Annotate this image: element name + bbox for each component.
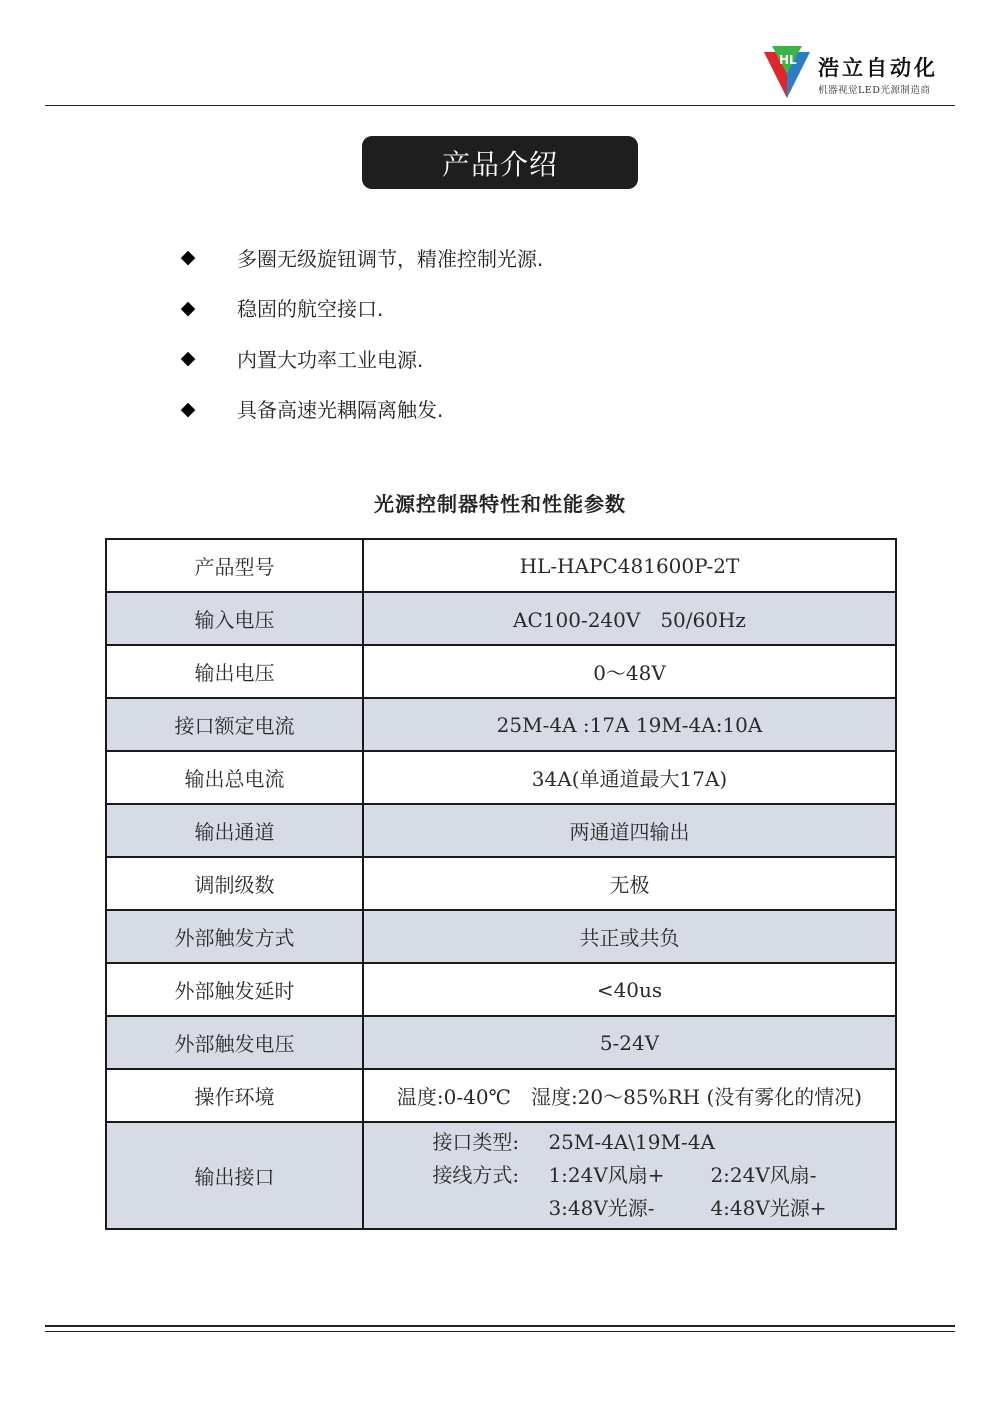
row-value: 无极	[363, 857, 896, 910]
header-divider	[45, 105, 955, 106]
diamond-bullet-icon: ◆	[180, 397, 196, 420]
wiring-key: 接线方式:	[432, 1163, 520, 1187]
pin-4: 4:48V光源+	[710, 1196, 827, 1220]
list-item	[178, 283, 543, 334]
row-label: 输出通道	[106, 804, 363, 857]
row-label: 外部触发电压	[106, 1016, 363, 1069]
table-row	[106, 857, 896, 910]
list-item	[178, 333, 543, 384]
table-row	[106, 910, 896, 963]
feature-text: 稳固的航空接口.	[237, 297, 384, 322]
wiring-line-1	[432, 1159, 826, 1192]
row-value: 34A(单通道最大17A)	[363, 751, 896, 804]
row-value: HL-HAPC481600P-2T	[363, 539, 896, 592]
row-value: 25M-4A :17A 19M-4A:10A	[363, 698, 896, 751]
company-logo	[762, 42, 962, 102]
table-row	[106, 1016, 896, 1069]
row-label: 输出接口	[106, 1122, 363, 1229]
svg-text:HL: HL	[779, 53, 797, 67]
footer-divider-thin	[45, 1331, 955, 1332]
wiring-line-2	[432, 1192, 826, 1225]
brand-name: 浩立自动化	[818, 56, 938, 80]
spec-table	[105, 538, 897, 1230]
table-row	[106, 1122, 896, 1229]
row-label: 输出电压	[106, 645, 363, 698]
row-value: 两通道四输出	[363, 804, 896, 857]
row-value: 5-24V	[363, 1016, 896, 1069]
interface-type-key: 接口类型:	[432, 1130, 520, 1154]
diamond-bullet-icon: ◆	[180, 246, 196, 269]
feature-text: 具备高速光耦隔离触发.	[237, 398, 444, 423]
feature-text: 内置大功率工业电源.	[237, 347, 424, 372]
row-value: 共正或共负	[363, 910, 896, 963]
pin-3: 3:48V光源-	[548, 1196, 655, 1220]
row-label: 输出总电流	[106, 751, 363, 804]
diamond-bullet-icon: ◆	[180, 296, 196, 319]
row-value: AC100-240V 50/60Hz	[363, 592, 896, 645]
diamond-bullet-icon: ◆	[180, 347, 196, 370]
row-value: 0～48V	[363, 645, 896, 698]
pin-2: 2:24V风扇-	[710, 1163, 817, 1187]
table-row	[106, 645, 896, 698]
table-row	[106, 1069, 896, 1122]
row-label: 产品型号	[106, 539, 363, 592]
footer-divider	[45, 1325, 955, 1327]
row-label: 外部触发方式	[106, 910, 363, 963]
output-interface-details	[432, 1126, 826, 1225]
row-label: 接口额定电流	[106, 698, 363, 751]
interface-type-line	[432, 1126, 826, 1159]
row-label: 操作环境	[106, 1069, 363, 1122]
row-label: 输入电压	[106, 592, 363, 645]
table-row	[106, 963, 896, 1016]
table-row	[106, 751, 896, 804]
row-label: 调制级数	[106, 857, 363, 910]
brand-tagline: 机器视觉LED光源制造商	[818, 85, 931, 96]
table-title: 光源控制器特性和性能参数	[374, 492, 626, 516]
row-label: 外部触发延时	[106, 963, 363, 1016]
row-value: 温度:0-40℃ 湿度:20～85%RH (没有雾化的情况)	[363, 1069, 896, 1122]
table-row	[106, 539, 896, 592]
logo-triangle-icon	[762, 42, 812, 100]
list-item	[178, 232, 543, 283]
feature-text: 多圈无级旋钮调节，精准控制光源.	[237, 246, 544, 271]
table-row	[106, 804, 896, 857]
table-row	[106, 698, 896, 751]
list-item	[178, 384, 543, 435]
section-title: 产品介绍	[362, 136, 638, 189]
output-interface-cell	[363, 1122, 896, 1229]
feature-list	[178, 232, 543, 434]
interface-type-value: 25M-4A\19M-4A	[548, 1130, 715, 1154]
row-value: <40us	[363, 963, 896, 1016]
pin-1: 1:24V风扇+	[548, 1163, 665, 1187]
table-row	[106, 592, 896, 645]
